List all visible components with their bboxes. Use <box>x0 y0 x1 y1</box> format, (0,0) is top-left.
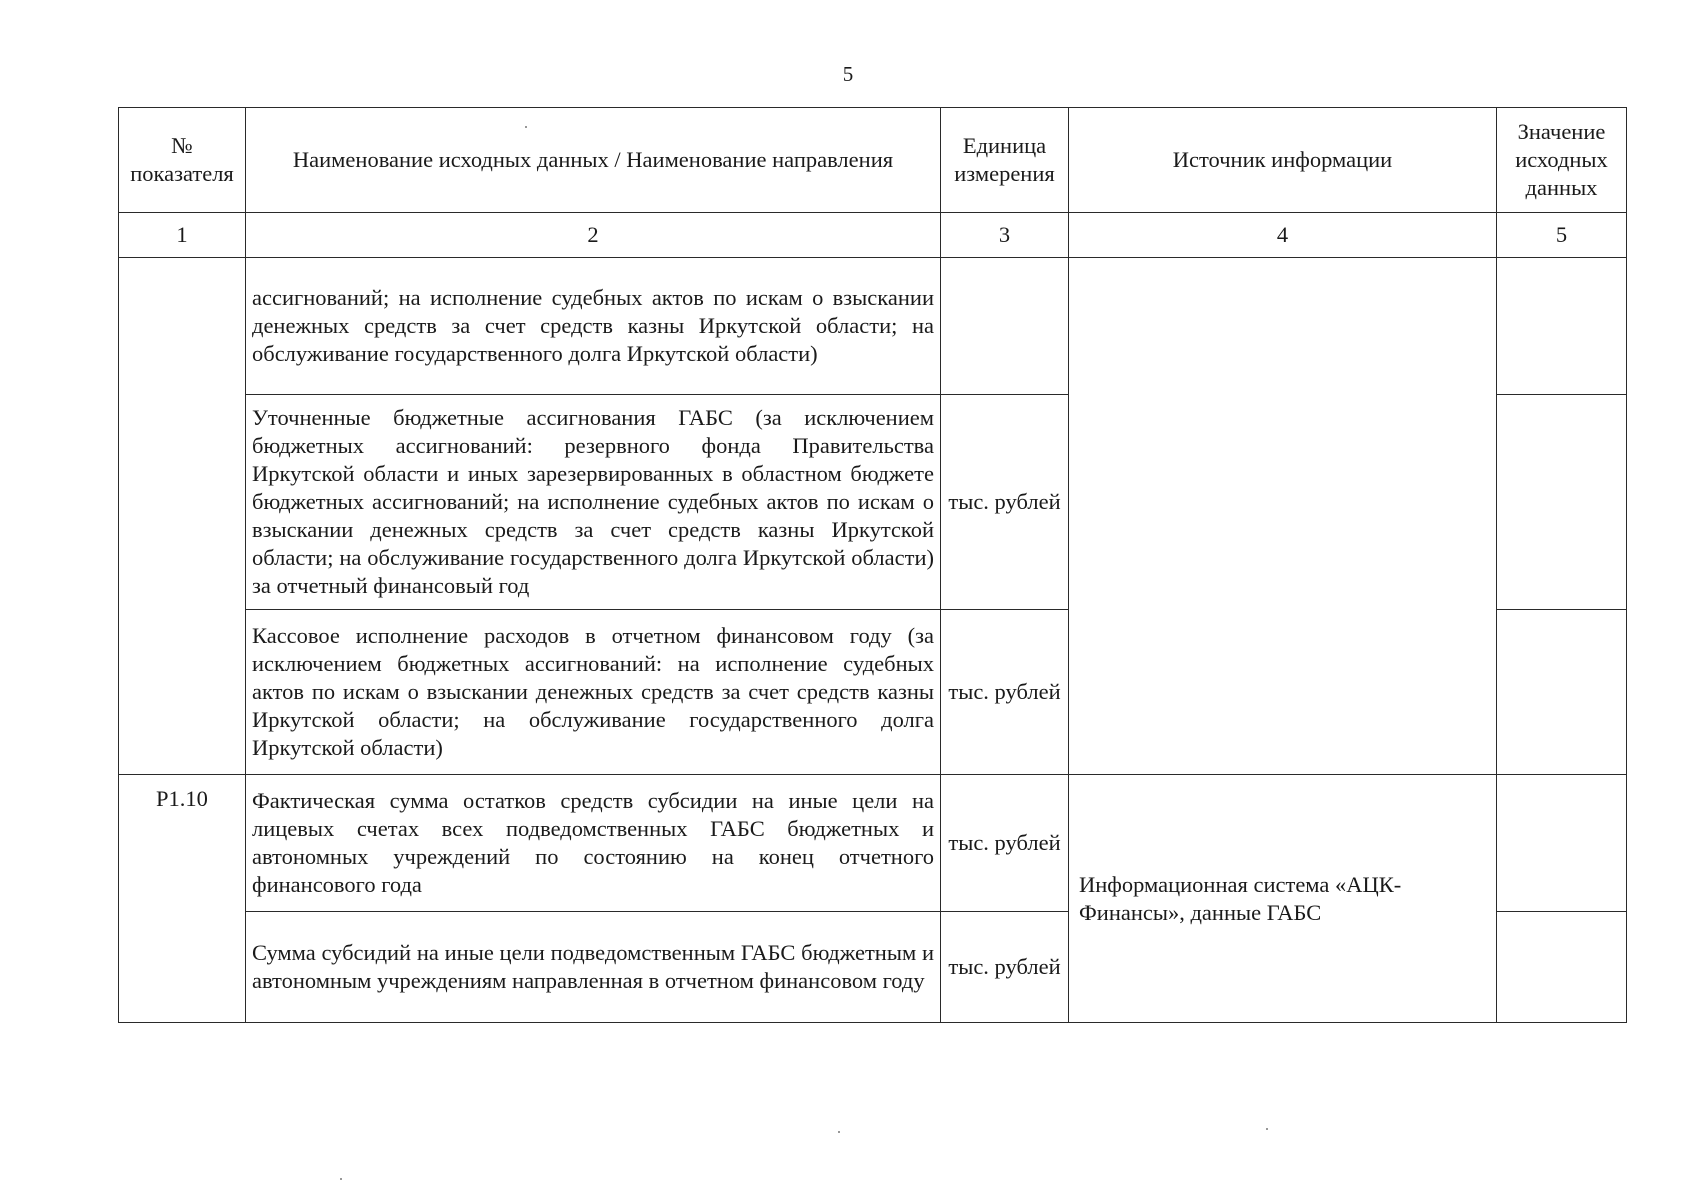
indicators-table <box>118 107 1627 1023</box>
table-header-row <box>119 108 1627 213</box>
header-value: Значение исходных данных <box>1497 108 1627 213</box>
row-source <box>1069 258 1497 775</box>
row-name: Кассовое исполнение расходов в отчетном финансовом году (за исключением бюджетных ассигнований: на исполнение судебных актов по искам о взыскании денежных средств за счет средств казны Иркутской области; на обслуживание государственного долга Иркутской области) <box>246 610 941 775</box>
row-index <box>119 258 246 775</box>
row-name: Фактическая сумма остатков средств субсидии на иные цели на лицевых счетах всех подведомственных ГАБС бюджетных и автономных учреждений по состоянию на конец отчетного финансового года <box>246 775 941 912</box>
row-name: Сумма субсидий на иные цели подведомственным ГАБС бюджетным и автономным учреждениям направленная в отчетном финансовом году <box>246 912 941 1023</box>
header-name: Наименование исходных данных / Наименование направления <box>246 108 941 213</box>
row-value <box>1497 912 1627 1023</box>
row-unit: тыс. рублей <box>941 610 1069 775</box>
column-number: 2 <box>246 213 941 258</box>
row-index: Р1.10 <box>119 775 246 1023</box>
table-row <box>119 258 1627 395</box>
row-value <box>1497 258 1627 395</box>
table-row <box>119 775 1627 912</box>
scan-speck <box>838 1131 840 1133</box>
column-number-row <box>119 213 1627 258</box>
scan-speck <box>340 1178 342 1180</box>
row-unit: тыс. рублей <box>941 775 1069 912</box>
row-unit: тыс. рублей <box>941 912 1069 1023</box>
header-source: Источник информации <box>1069 108 1497 213</box>
row-value <box>1497 775 1627 912</box>
column-number: 4 <box>1069 213 1497 258</box>
column-number: 1 <box>119 213 246 258</box>
column-number: 3 <box>941 213 1069 258</box>
column-number: 5 <box>1497 213 1627 258</box>
row-value <box>1497 610 1627 775</box>
row-name: Уточненные бюджетные ассигнования ГАБС (за исключением бюджетных ассигнований: резервного фонда Правительства Иркутской области и иных зарезервированных в областном бюджете бюджетных ассигнований; на исполнение судебных актов по искам о взыскании денежных средств за счет средств казны Иркутской области; на обслуживание государственного долга Иркутской области) за отчетный финансовый год <box>246 395 941 610</box>
row-unit: тыс. рублей <box>941 395 1069 610</box>
row-name: ассигнований; на исполнение судебных актов по искам о взыскании денежных средств за счет средств казны Иркутской области; на обслуживание государственного долга Иркутской области) <box>246 258 941 395</box>
row-source: Информационная система «АЦК-Финансы», данные ГАБС <box>1069 775 1497 1023</box>
header-unit: Единица измерения <box>941 108 1069 213</box>
scan-speck <box>525 126 527 128</box>
page-number: 5 <box>842 62 854 86</box>
scan-speck <box>1266 1128 1268 1130</box>
header-index: № показателя <box>119 108 246 213</box>
row-unit <box>941 258 1069 395</box>
row-value <box>1497 395 1627 610</box>
